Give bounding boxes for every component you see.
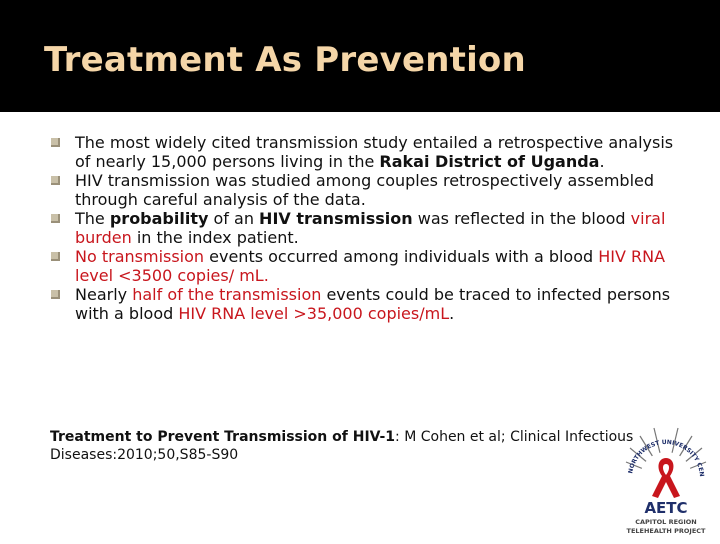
logo-line1: CAPITOL REGION	[635, 518, 697, 526]
logo-line2: TELEHEALTH PROJECT	[626, 527, 706, 535]
citation: Treatment to Prevent Transmission of HIV-1: M Cohen et al; Clinical Infectious Diseases:2010;50,S85-S90	[50, 429, 634, 463]
bullet-list	[51, 133, 691, 323]
square-bullet-icon	[51, 290, 60, 299]
title-bar	[0, 0, 720, 112]
bullet-item: No transmission events occurred among individuals with a blood HIV RNA level <3500 copies/ mL.	[51, 247, 691, 285]
logo-name: AETC	[644, 499, 688, 517]
slide-title: Treatment As Prevention	[44, 40, 526, 80]
bullet-item: The probability of an HIV transmission was reflected in the blood viral burden in the index patient.	[51, 209, 691, 247]
square-bullet-icon	[51, 214, 60, 223]
aetc-logo	[612, 412, 720, 540]
square-bullet-icon	[51, 138, 60, 147]
bullet-item: Nearly half of the transmission events could be traced to infected persons with a blood HIV RNA level >35,000 copies/mL.	[51, 285, 691, 323]
bullet-item: The most widely cited transmission study entailed a retrospective analysis of nearly 15,000 persons living in the Rakai District of Uganda.	[51, 133, 691, 171]
logo-ring-text: NORTHWEST UNIVERSITY CEN	[627, 438, 706, 477]
aetc-logo-graphic	[612, 412, 720, 540]
bullet-item: HIV transmission was studied among couples retrospectively assembled through careful analysis of the data.	[51, 171, 691, 209]
square-bullet-icon	[51, 176, 60, 185]
square-bullet-icon	[51, 252, 60, 261]
